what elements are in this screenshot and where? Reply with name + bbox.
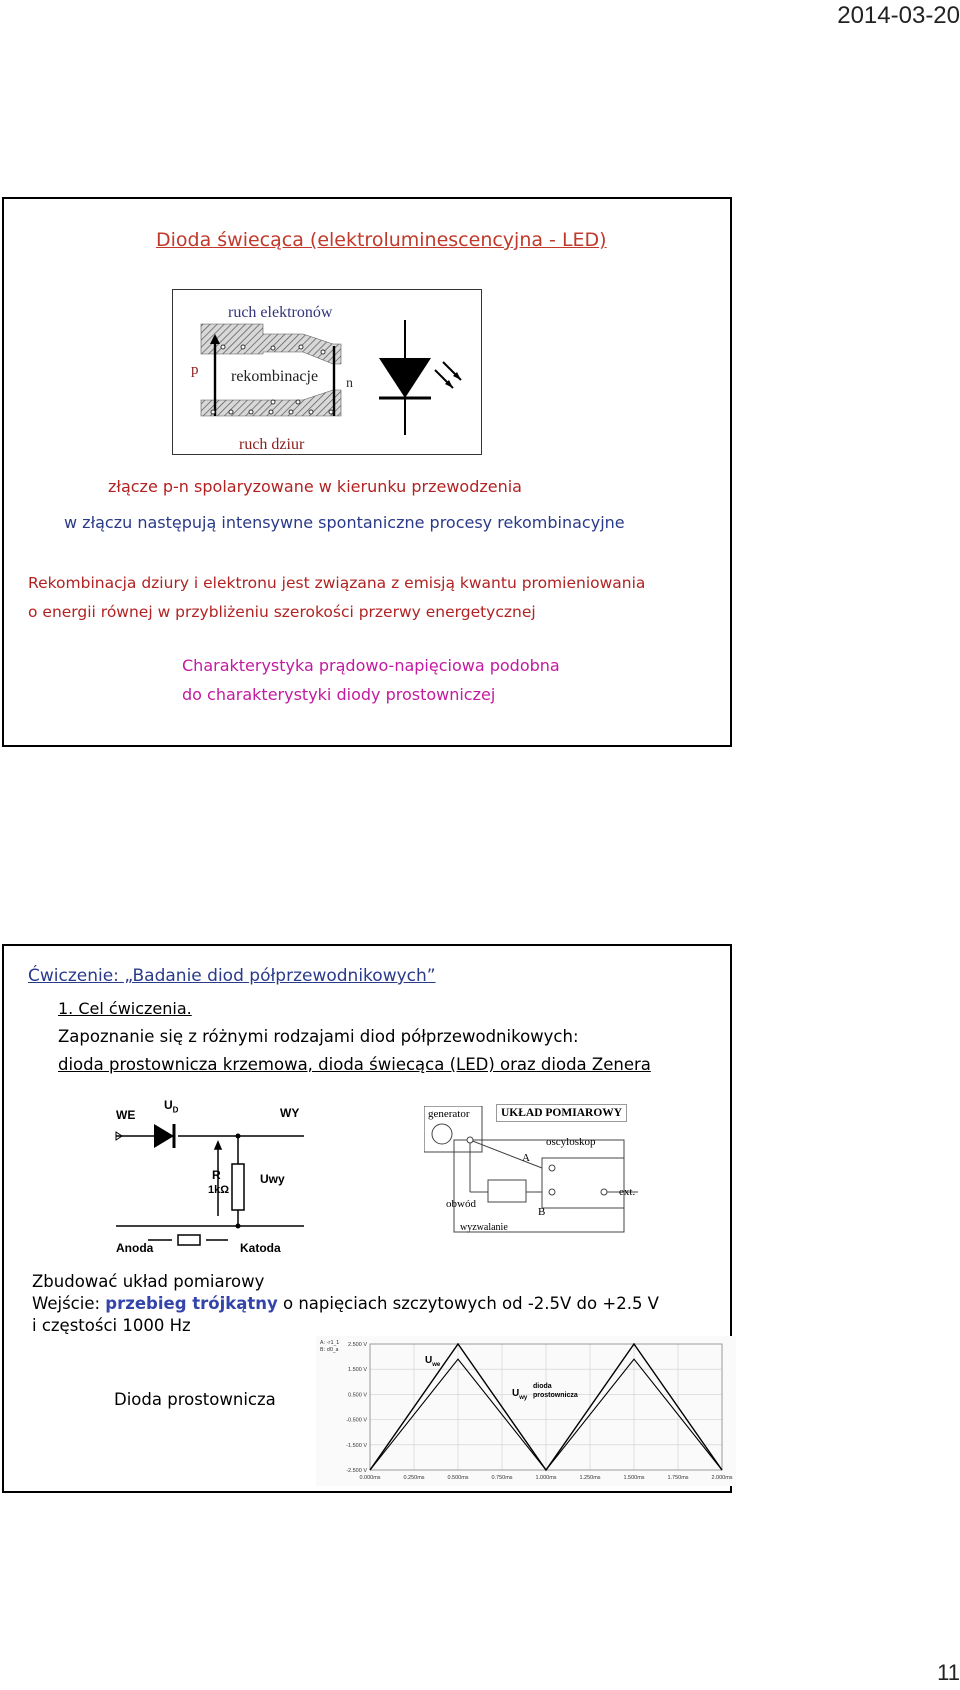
led-structure-figure (172, 289, 482, 455)
y-tick-label: 1.500 V (348, 1367, 367, 1374)
text-processes: w złączu następują intensywne spontaniczne procesy rekombinacyjne (64, 513, 625, 532)
plot-label-uwe-main: U (425, 1355, 433, 1366)
label-ud-sub: D (172, 1105, 179, 1115)
text-characteristic-2: do charakterystyki diody prostowniczej (182, 685, 496, 704)
y-tick-label: -0.500 V (346, 1417, 367, 1424)
waveform-plot (316, 1336, 736, 1486)
x-tick-label: 1.000ms (535, 1475, 557, 1481)
slide-title: Ćwiczenie: „Badanie diod półprzewodnikowych” (28, 966, 436, 986)
label-wy: WY (280, 1106, 300, 1120)
slide-exercise (2, 944, 732, 1493)
x-tick-label: 0.500ms (447, 1475, 469, 1481)
text-junction: złącze p-n spolaryzowane w kierunku przewodzenia (108, 477, 522, 496)
label-ud (164, 1098, 178, 1114)
label-uklad-pomiarowy: UKŁAD POMIAROWY (496, 1104, 627, 1122)
label-a: A (522, 1152, 530, 1164)
led-symbol-triangle (379, 358, 431, 398)
text-characteristic-1: Charakterystyka prądowo-napięciowa podobna (182, 656, 560, 675)
instruction-input-pre: Wejście: (32, 1294, 106, 1313)
slide-led (2, 197, 732, 747)
measurement-setup (424, 1106, 649, 1246)
goal-text: Zapoznanie się z różnymi rodzajami diod półprzewodnikowych: (58, 1027, 579, 1046)
plot-background (316, 1336, 736, 1486)
label-uwy: Uwy (260, 1172, 285, 1186)
label-oscyloskop: oscyloskop (546, 1136, 596, 1148)
x-tick-label: 1.500ms (623, 1475, 645, 1481)
plot-label-uwy-main: U (512, 1388, 520, 1399)
label-generator: generator (428, 1108, 470, 1120)
text-emission-2: o energii równej w przybliżeniu szerokości przerwy energetycznej (28, 603, 536, 621)
page-number: 11 (937, 1660, 960, 1685)
y-tick-label: -1.500 V (346, 1442, 367, 1449)
plot-label-uwe (425, 1355, 440, 1368)
instruction-input (32, 1294, 659, 1313)
x-tick-label: 2.000ms (711, 1475, 733, 1481)
label-obwod: obwód (446, 1198, 476, 1210)
label-electron-flow: ruch elektronów (228, 304, 333, 321)
plot-legend-b: B: d0_a (320, 1347, 339, 1353)
y-tick-label: -2.500 V (346, 1468, 367, 1474)
plot-label-uwy-sub: wy (519, 1395, 528, 1401)
plot-label-dioda: dioda (533, 1383, 552, 1390)
label-ext: ext. (619, 1186, 636, 1198)
instruction-frequency: i częstości 1000 Hz (32, 1316, 191, 1335)
label-n: n (346, 376, 353, 391)
label-katoda: Katoda (240, 1241, 281, 1255)
label-recombination: rekombinacje (231, 368, 319, 385)
instruction-input-post: o napięciach szczytowych od -2.5V do +2.5 V (277, 1294, 659, 1313)
header-date: 2014-03-20 (837, 2, 960, 29)
diode-symbol (154, 1124, 174, 1148)
plot-label-uwy (512, 1388, 527, 1401)
goal-diode-types: dioda prostownicza krzemowa, dioda świecąca (LED) oraz dioda Zenera (58, 1055, 651, 1074)
label-hole-flow: ruch dziur (239, 436, 305, 453)
plot-label-uwe-sub: we (432, 1362, 441, 1368)
label-ud-main: U (164, 1098, 173, 1112)
slide-title: Dioda świecąca (elektroluminescencyjna - LED) (156, 229, 607, 251)
setup-schematic (424, 1106, 649, 1246)
label-p: p (191, 362, 199, 378)
waveform-svg (316, 1336, 736, 1486)
text-emission-1: Rekombinacja dziury i elektronu jest związana z emisją kwantu promieniowania (28, 574, 646, 592)
instruction-input-bold: przebieg trójkątny (105, 1294, 278, 1313)
y-tick-label: 0.500 V (348, 1392, 367, 1399)
x-tick-label: 1.250ms (579, 1475, 601, 1481)
x-tick-label: 0.000ms (359, 1475, 381, 1481)
label-we: WE (116, 1108, 136, 1122)
x-tick-label: 0.750ms (491, 1475, 513, 1481)
plot-legend-a: A: -r1_1 (320, 1340, 340, 1346)
x-tick-label: 1.750ms (667, 1475, 689, 1481)
plot-caption: Dioda prostownicza (114, 1390, 276, 1409)
label-r: R (212, 1168, 221, 1182)
label-b: B (538, 1206, 546, 1218)
plot-label-prostownicza: prostownicza (533, 1392, 578, 1399)
goal-heading: 1. Cel ćwiczenia. (58, 999, 192, 1018)
x-tick-label: 0.250ms (403, 1475, 425, 1481)
label-anoda: Anoda (116, 1241, 154, 1255)
y-tick-label: 2.500 V (348, 1342, 367, 1348)
measurement-circuit (108, 1098, 318, 1256)
instruction-build: Zbudować układ pomiarowy (32, 1272, 265, 1291)
label-r-value: 1kΩ (208, 1184, 230, 1196)
label-wyzwalanie: wyzwalanie (460, 1222, 508, 1233)
